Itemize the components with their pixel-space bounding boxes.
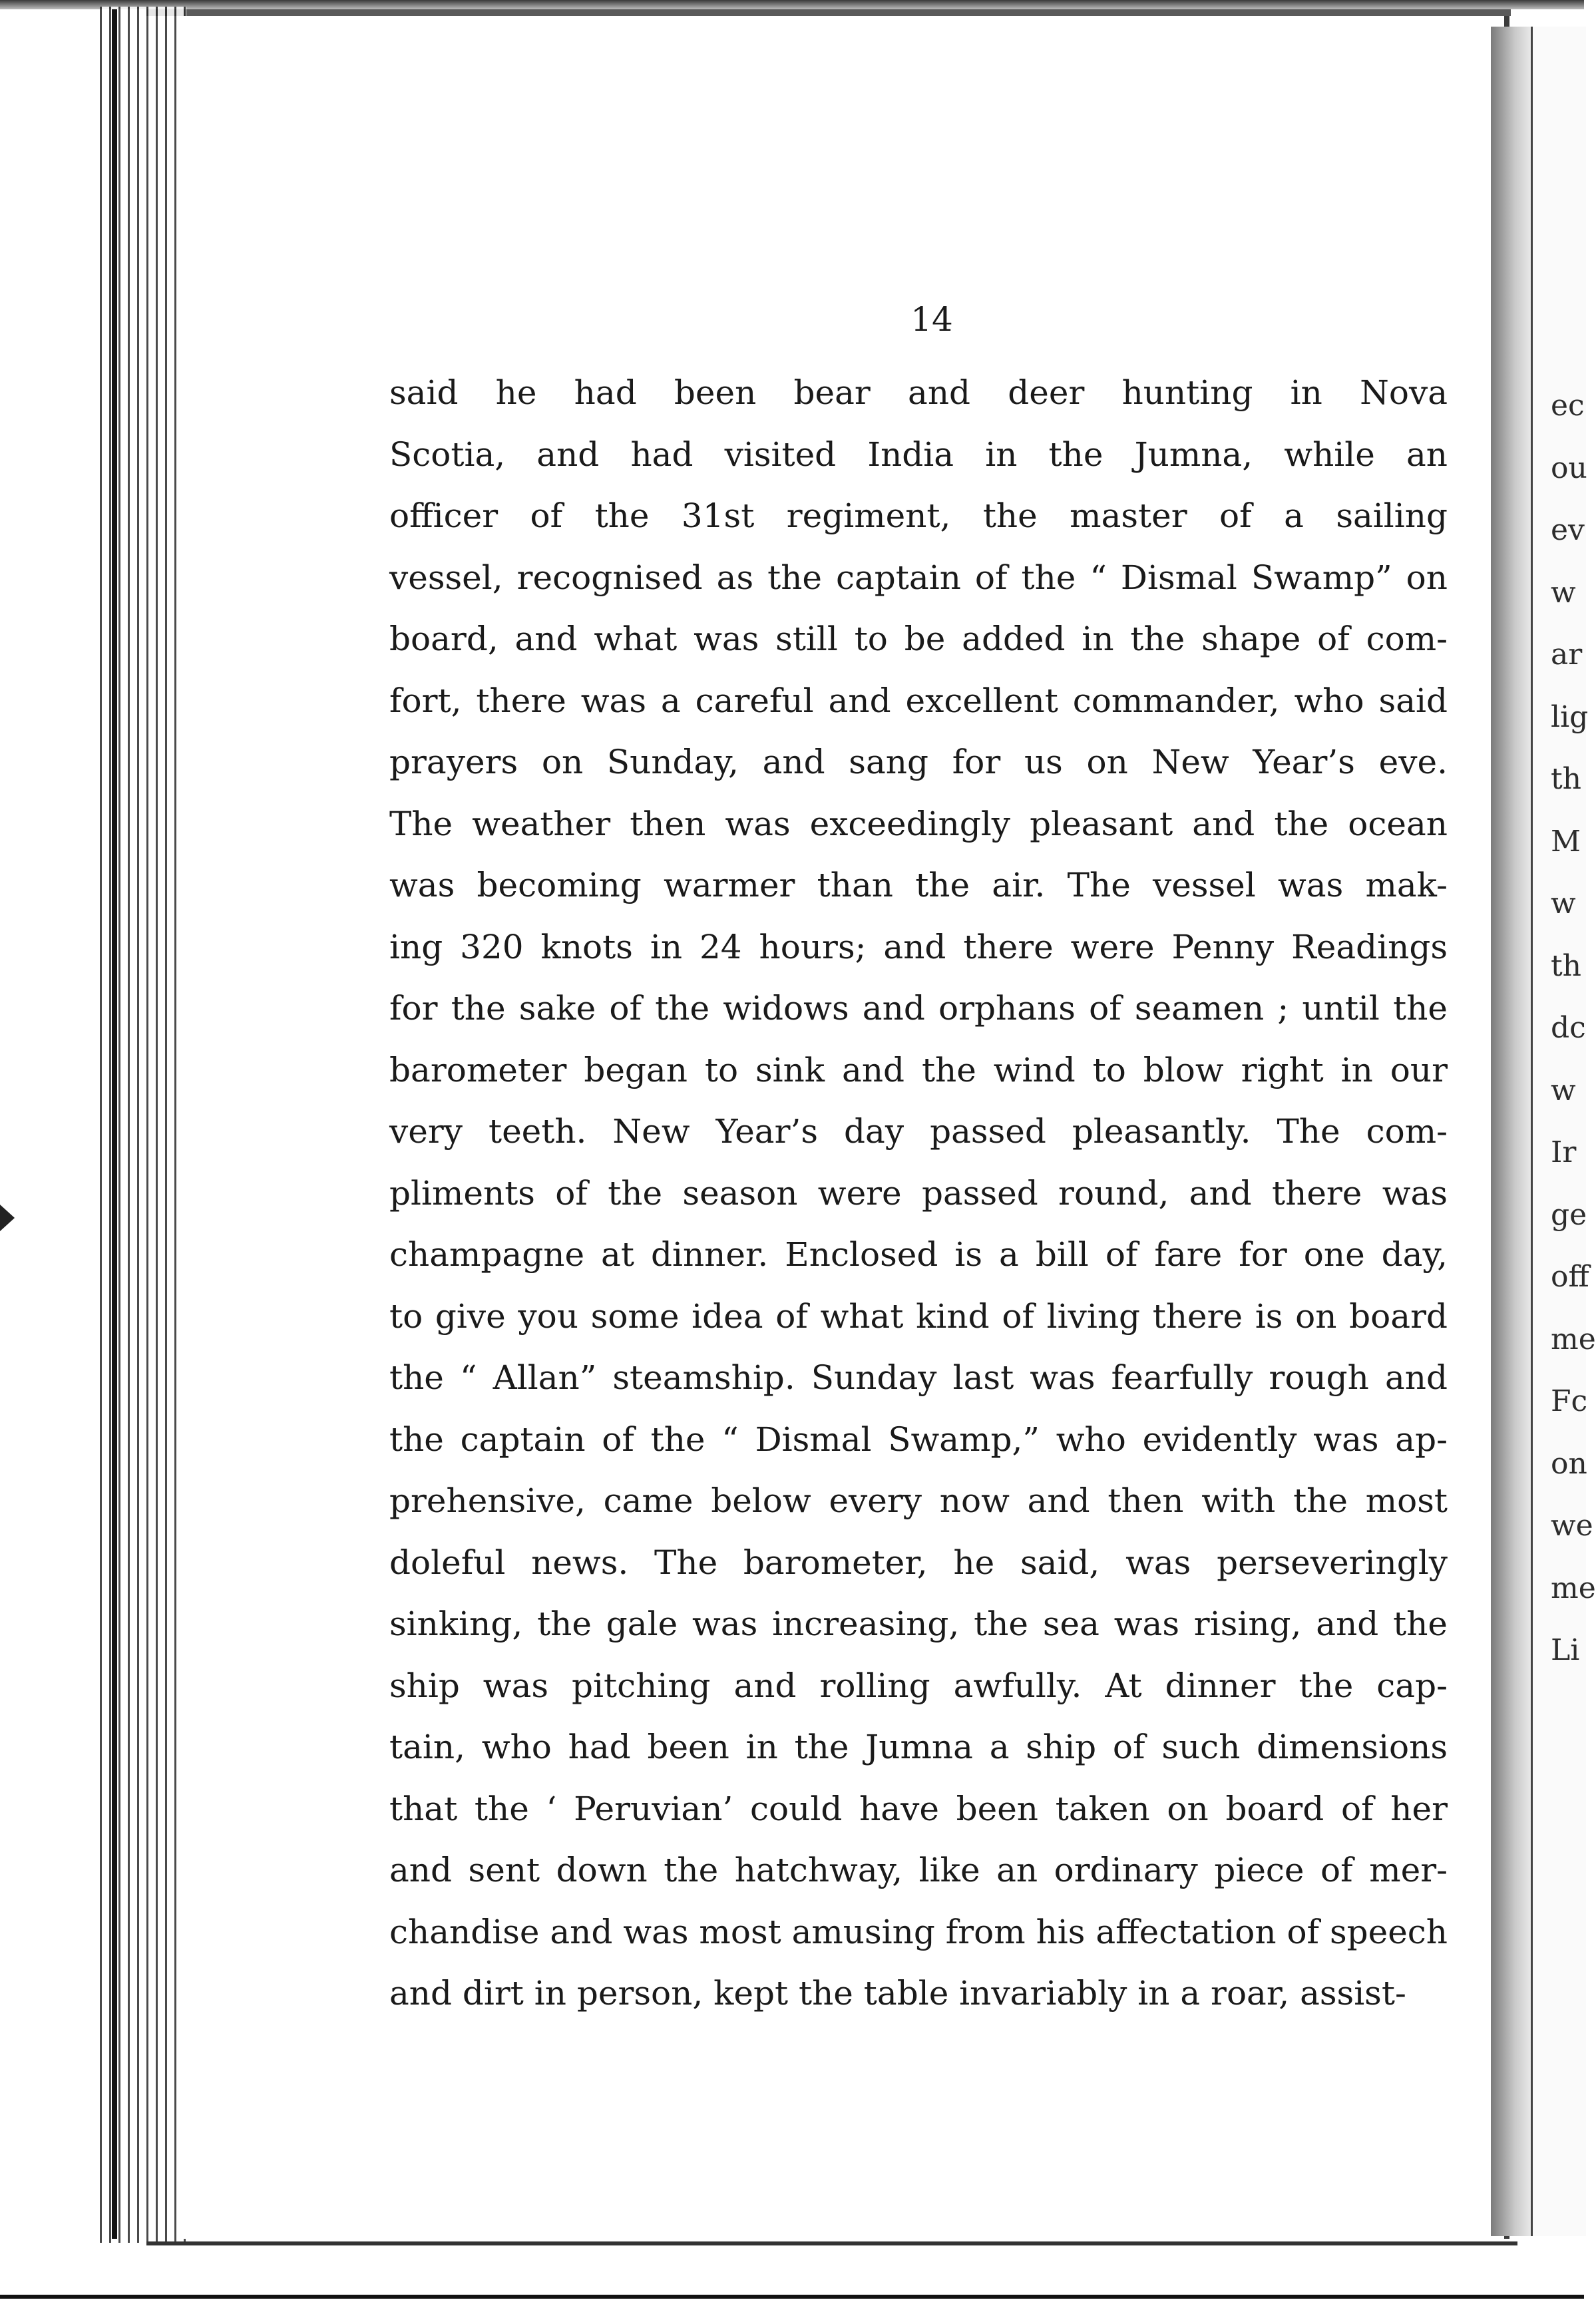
text-line: prehensive, came below every now and then with the most [389, 1481, 1448, 1520]
facing-page-fragment: ou [1551, 451, 1587, 485]
text-line: ing 320 knots in 24 hours; and there were Penny Readings [389, 928, 1448, 966]
text-line: very teeth. New Year’s day passed pleasantly. The com- [389, 1112, 1448, 1151]
text-line: pliments of the season were passed round, and there was [389, 1174, 1448, 1213]
facing-page-fragment: M [1551, 825, 1581, 859]
text-line: The weather then was exceedingly pleasant and the ocean [389, 805, 1448, 843]
scanner-bottom-margin [0, 2289, 1584, 2316]
book-spine-edge [112, 9, 117, 2239]
scanner-bottom-edge [0, 2295, 1584, 2299]
text-line: prayers on Sunday, and sang for us on New Year’s eve. [389, 743, 1448, 781]
text-line: that the ‘ Peruvian’ could have been taken on board of her [389, 1790, 1448, 1828]
text-line: and dirt in person, kept the table invariably in a roar, assist- [389, 1974, 1406, 2013]
facing-page [1531, 27, 1586, 2236]
facing-page-fragment: w [1551, 1073, 1576, 1107]
facing-page-fragment: ec [1551, 389, 1585, 423]
facing-page-fragment: Li [1551, 1633, 1580, 1667]
facing-page-fragment: th [1551, 762, 1582, 796]
text-line: barometer began to sink and the wind to blow right in our [389, 1051, 1448, 1089]
facing-page-fragment: me [1551, 1322, 1596, 1356]
facing-page-fragment: ge [1551, 1198, 1587, 1232]
page-gutter-shadow [1491, 27, 1531, 2236]
facing-page-fragment: ev [1551, 513, 1585, 547]
text-line: officer of the 31st regiment, the master of a sailing [389, 496, 1448, 535]
text-line: board, and what was still to be added in the shape of com- [389, 620, 1448, 658]
text-line: ship was pitching and rolling awfully. At dinner the cap- [389, 1666, 1448, 1705]
scanner-top-edge [0, 0, 1584, 9]
text-line: was becoming warmer than the air. The vessel was mak- [389, 866, 1448, 904]
page-top-shadow [146, 9, 1511, 16]
page-bottom-edge [146, 2241, 1517, 2245]
text-line: doleful news. The barometer, he said, was perseveringly [389, 1543, 1448, 1582]
facing-page-fragment: Fc [1551, 1384, 1588, 1418]
text-line: sinking, the gale was increasing, the sea was rising, and the [389, 1605, 1448, 1643]
facing-page-fragment: on [1551, 1447, 1587, 1481]
facing-page-fragment: ar [1551, 638, 1583, 672]
text-line: vessel, recognised as the captain of the “ Dismal Swamp” on [389, 558, 1448, 597]
facing-page-fragment: w [1551, 576, 1576, 610]
text-line: chandise and was most amusing from his affectation of speech [389, 1913, 1448, 1951]
text-line: for the sake of the widows and orphans of seamen ; until the [389, 989, 1448, 1028]
facing-page-fragment: me [1551, 1571, 1596, 1605]
text-line: said he had been bear and deer hunting in Nova [389, 373, 1448, 412]
text-line: Scotia, and had visited India in the Jumna, while an [389, 435, 1448, 474]
text-line: fort, there was a careful and excellent commander, who said [389, 681, 1448, 720]
facing-page-fragment: th [1551, 949, 1582, 983]
text-line: the “ Allan” steamship. Sunday last was fearfully rough and [389, 1358, 1448, 1397]
text-line: the captain of the “ Dismal Swamp,” who evidently was ap- [389, 1420, 1448, 1459]
text-line: champagne at dinner. Enclosed is a bill of fare for one day, [389, 1235, 1448, 1274]
text-line: and sent down the hatchway, like an ordinary piece of mer- [389, 1851, 1448, 1889]
scan-artifact-mark [0, 1205, 15, 1231]
facing-page-fragment: Ir [1551, 1135, 1577, 1169]
facing-page-fragment: lig [1551, 700, 1589, 734]
page-number: 14 [910, 300, 953, 339]
facing-page-fragment: off [1551, 1260, 1589, 1294]
text-line: tain, who had been in the Jumna a ship of such dimensions [389, 1728, 1448, 1766]
facing-page-fragment: dc [1551, 1011, 1586, 1045]
facing-page-fragment: we [1551, 1509, 1593, 1543]
text-line: to give you some idea of what kind of living there is on board [389, 1297, 1448, 1336]
facing-page-fragment: w [1551, 886, 1576, 920]
